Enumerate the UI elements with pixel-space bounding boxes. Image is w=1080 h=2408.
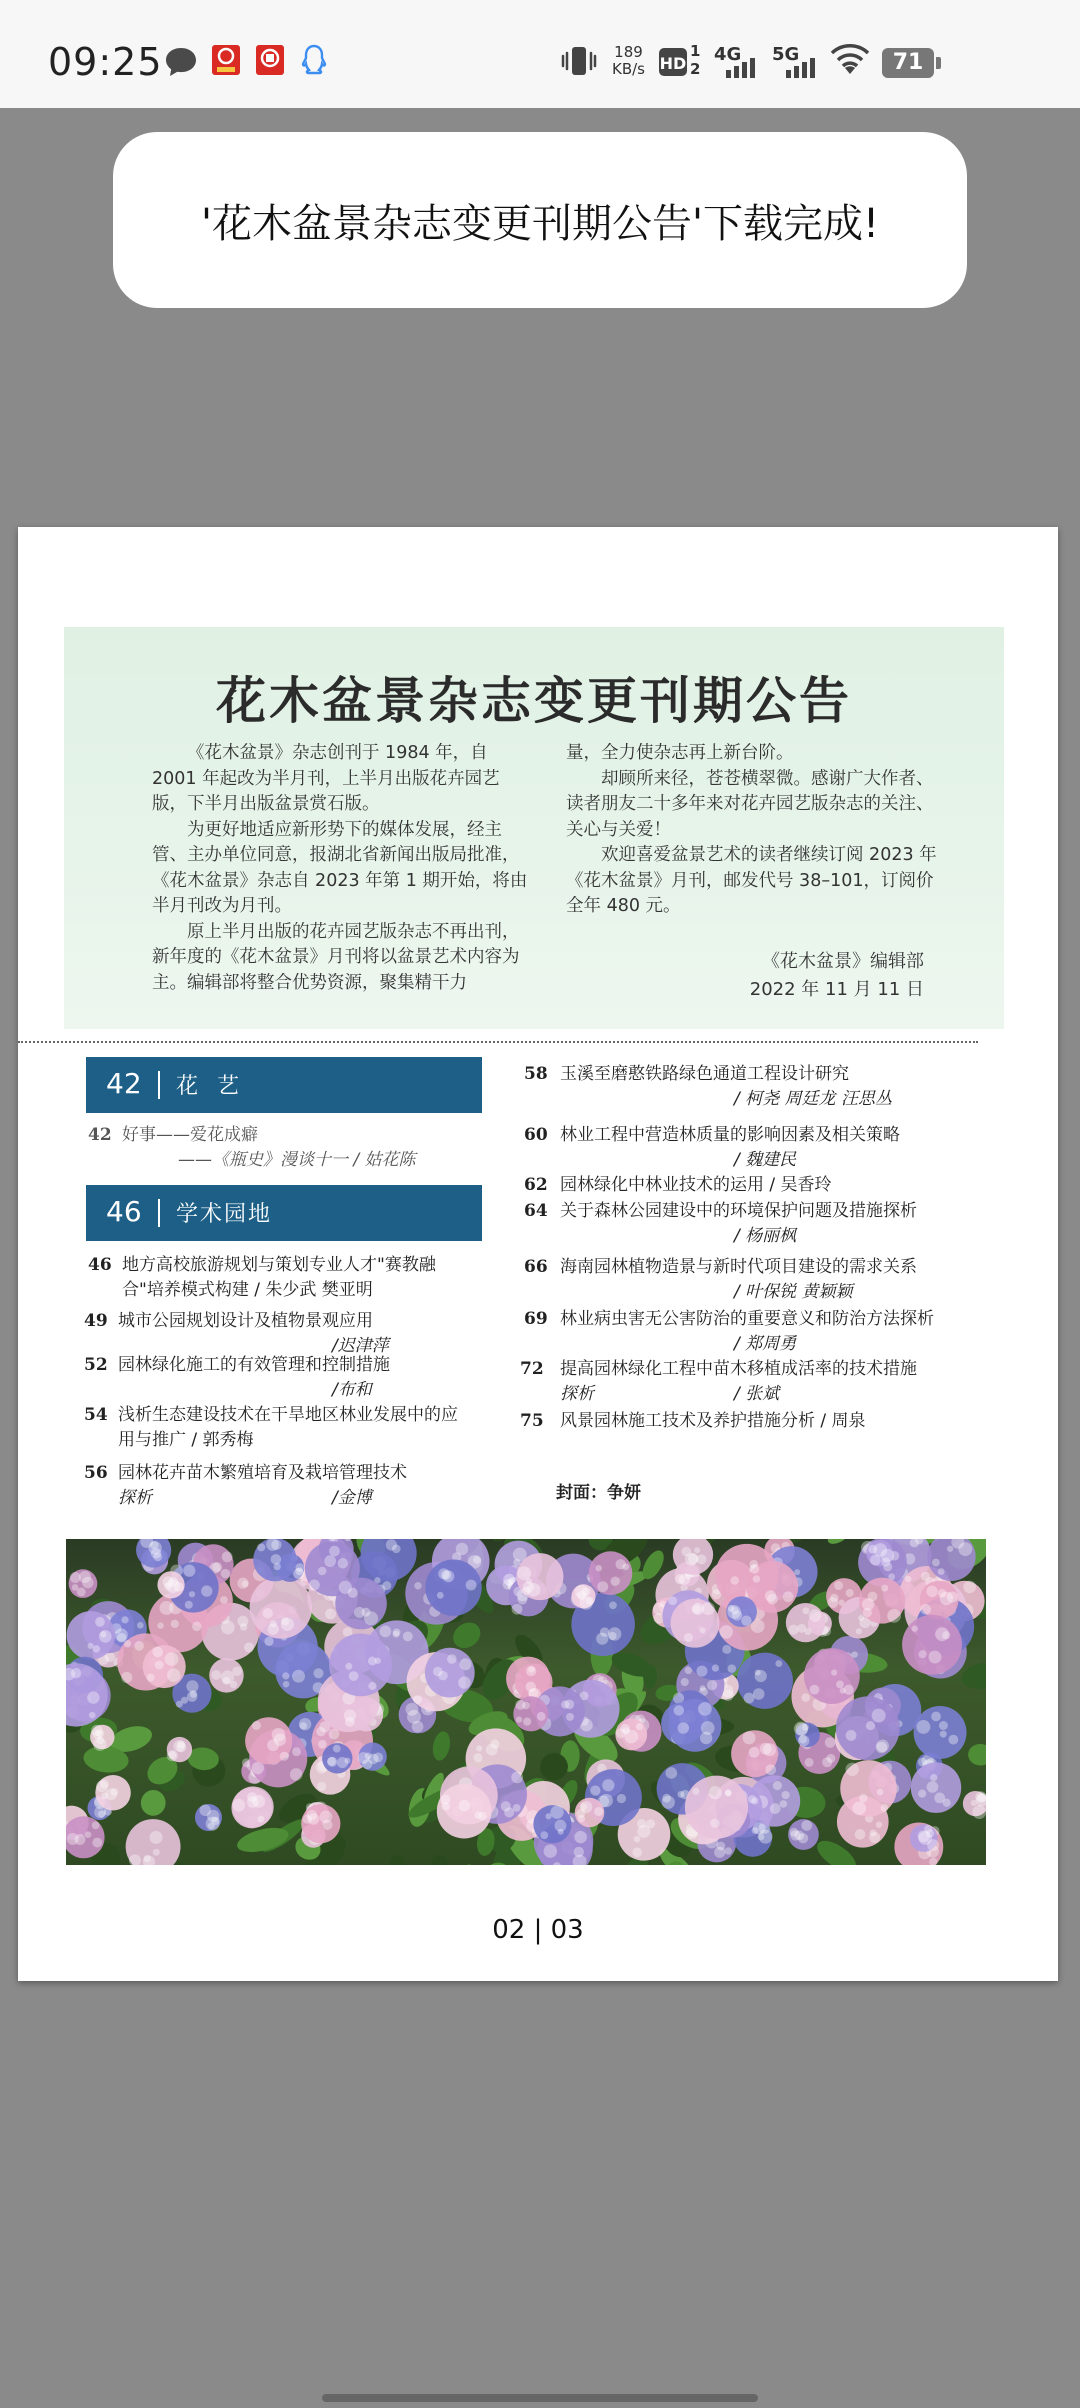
cover-credit: 封面：争妍 [556,1483,641,1503]
toc-page: 49 [84,1311,108,1331]
toast-text: '花木盆景杂志变更刊期公告'下载完成! [200,200,880,247]
section-number: 42 [106,1067,142,1100]
notice-paragraph: 却顾所来径，苍苍横翠微。感谢广大作者、读者朋友二十多年来对花卉园艺版杂志的关注、关心与关爱！ [566,768,934,840]
toc-author: /布和 [332,1380,372,1400]
signal-4g-icon [724,58,760,82]
notice-box [64,627,1004,1029]
status-bar [0,0,1080,108]
toc-title: 园林绿化中林业技术的运用 / 吴香玲 [560,1175,832,1195]
section-number: 46 [106,1195,142,1228]
toc-entry[interactable] [524,1199,1004,1249]
message-icon [164,46,198,82]
svg-text:HD: HD [659,54,687,73]
toc-page: 66 [524,1257,548,1277]
toc-title-cont: 探析 [118,1488,152,1508]
section-divider [158,1071,160,1099]
toc-author: / 叶保锐 黄颖颖 [734,1282,853,1302]
toc-title-cont: 探析 [560,1384,594,1404]
toc-title: 海南园林植物造景与新时代项目建设的需求关系 [560,1257,917,1277]
toc-title: 关于森林公园建设中的环境保护问题及措施探析 [560,1201,917,1221]
section-header-xueshu [86,1185,482,1241]
toc-title: 浅析生态建设技术在干旱地区林业发展中的应用与推广 / 郭秀梅 [118,1405,458,1450]
toc-entry[interactable] [88,1253,498,1303]
sim-indicator-1: 1 [690,42,701,60]
toc-page: 69 [524,1309,548,1329]
toc-author: / 杨丽枫 [734,1226,797,1246]
download-complete-toast [113,132,967,308]
qq-icon [300,44,328,80]
notice-date: 2022 年 11 月 11 日 [749,979,924,1000]
notice-paragraph: 为更好地适应新形势下的媒体发展，经主管、主办单位同意，报湖北省新闻出版局批准，《花木盆景》杂志自 2023 年第 1 期开始，将由半月刊改为月刊。 [152,819,528,916]
section-name: 学术园地 [176,1202,273,1227]
clock: 09:25 [48,40,163,84]
battery-indicator: 71 [882,48,934,78]
toc-page: 72 [520,1359,544,1379]
cover-photo [66,1539,986,1865]
toc-entry[interactable] [524,1123,1004,1173]
vibrate-icon [560,44,598,82]
signal-5g-icon [784,58,820,82]
network-5g-label: 5G [772,44,800,65]
toc-page: 58 [524,1064,548,1084]
toc-title: 园林花卉苗木繁殖培育及栽培管理技术 [118,1463,407,1483]
toc-page: 60 [524,1125,548,1145]
toc-author: /金博 [332,1488,372,1508]
notice-paragraph: 量，全力使杂志再上新台阶。 [566,743,794,763]
toc-subtitle: ——《瓶史》漫谈十一 / 姑花陈 [178,1150,416,1170]
toc-entry[interactable] [524,1062,1004,1112]
home-indicator[interactable] [322,2394,758,2402]
toc-author: / 张斌 [734,1384,780,1404]
wifi-icon [830,44,870,82]
notice-right-column [566,741,948,920]
page-number: 02 | 03 [492,1915,584,1945]
section-name: 花 艺 [176,1074,245,1099]
toc-entry[interactable] [520,1409,1000,1435]
toc-entry[interactable] [524,1255,1004,1305]
toc-page: 54 [84,1405,108,1425]
toc-title: 地方高校旅游规划与策划专业人才"赛教融合"培养模式构建 / 朱少武 樊亚明 [122,1255,436,1300]
toc-title: 城市公园规划设计及植物景观应用 [118,1311,373,1331]
toc-entry[interactable] [520,1357,1000,1407]
toc-title: 林业病虫害无公害防治的重要意义和防治方法探析 [560,1309,934,1329]
toc-entry[interactable] [524,1307,1004,1357]
toc-page: 75 [520,1411,544,1431]
toc-page: 62 [524,1175,548,1195]
toc-page: 52 [84,1355,108,1375]
toc-author: / 郑周勇 [734,1334,797,1354]
toc-entry[interactable] [88,1123,488,1173]
toc-entry[interactable] [524,1173,1004,1199]
divider [18,1041,978,1043]
toc-author: / 柯尧 周廷龙 汪思丛 [734,1089,892,1109]
toc-page: 64 [524,1201,548,1221]
toc-entry[interactable] [84,1309,494,1359]
toc-page: 42 [88,1125,112,1145]
notice-paragraph: 《花木盆景》杂志创刊于 1984 年，自 2001 年起改为半月刊，上半月出版花卉园艺版，下半月出版盆景赏石版。 [152,743,500,814]
notice-signer: 《花木盆景》编辑部 [762,951,924,972]
toc-title: 好事——爱花成癖 [122,1125,258,1145]
toc-entry[interactable] [84,1353,494,1403]
bank-app-icon [211,44,241,80]
toc-title: 园林绿化施工的有效管理和控制措施 [118,1355,390,1375]
notice-paragraph: 原上半月出版的花卉园艺版杂志不再出刊，新年度的《花木盆景》月刊将以盆景艺术内容为主。编辑部将整合优势资源，聚集精干力 [152,921,520,993]
toc-page: 56 [84,1463,108,1483]
toc-title: 玉溪至磨憨铁路绿色通道工程设计研究 [560,1064,849,1084]
sim-indicator-2: 2 [690,60,701,78]
toc-page: 46 [88,1255,112,1275]
toc-author: / 魏建民 [734,1150,797,1170]
section-divider [158,1199,160,1227]
network-4g-label: 4G [714,44,742,65]
toc-author: /迟津萍 [332,1336,389,1356]
document-page[interactable] [18,527,1058,1981]
section-header-huayi [86,1057,482,1113]
notice-paragraph: 欢迎喜爱盆景艺术的读者继续订阅 2023 年《花木盆景》月刊，邮发代号 38–101，订阅价全年 480 元。 [566,845,937,916]
bank-app-icon-2 [255,44,285,80]
toc-title: 提高园林绿化工程中苗木移植成活率的技术措施 [560,1359,917,1379]
toc-title: 风景园林施工技术及养护措施分析 / 周泉 [560,1411,866,1431]
toc-entry[interactable] [84,1461,494,1511]
net-speed: 189 KB/s [612,43,645,78]
toc-title: 林业工程中营造林质量的影响因素及相关策略 [560,1125,900,1145]
notice-title: 花木盆景杂志变更刊期公告 [216,672,852,730]
toc-entry[interactable] [84,1403,494,1453]
notice-left-column [152,741,534,996]
